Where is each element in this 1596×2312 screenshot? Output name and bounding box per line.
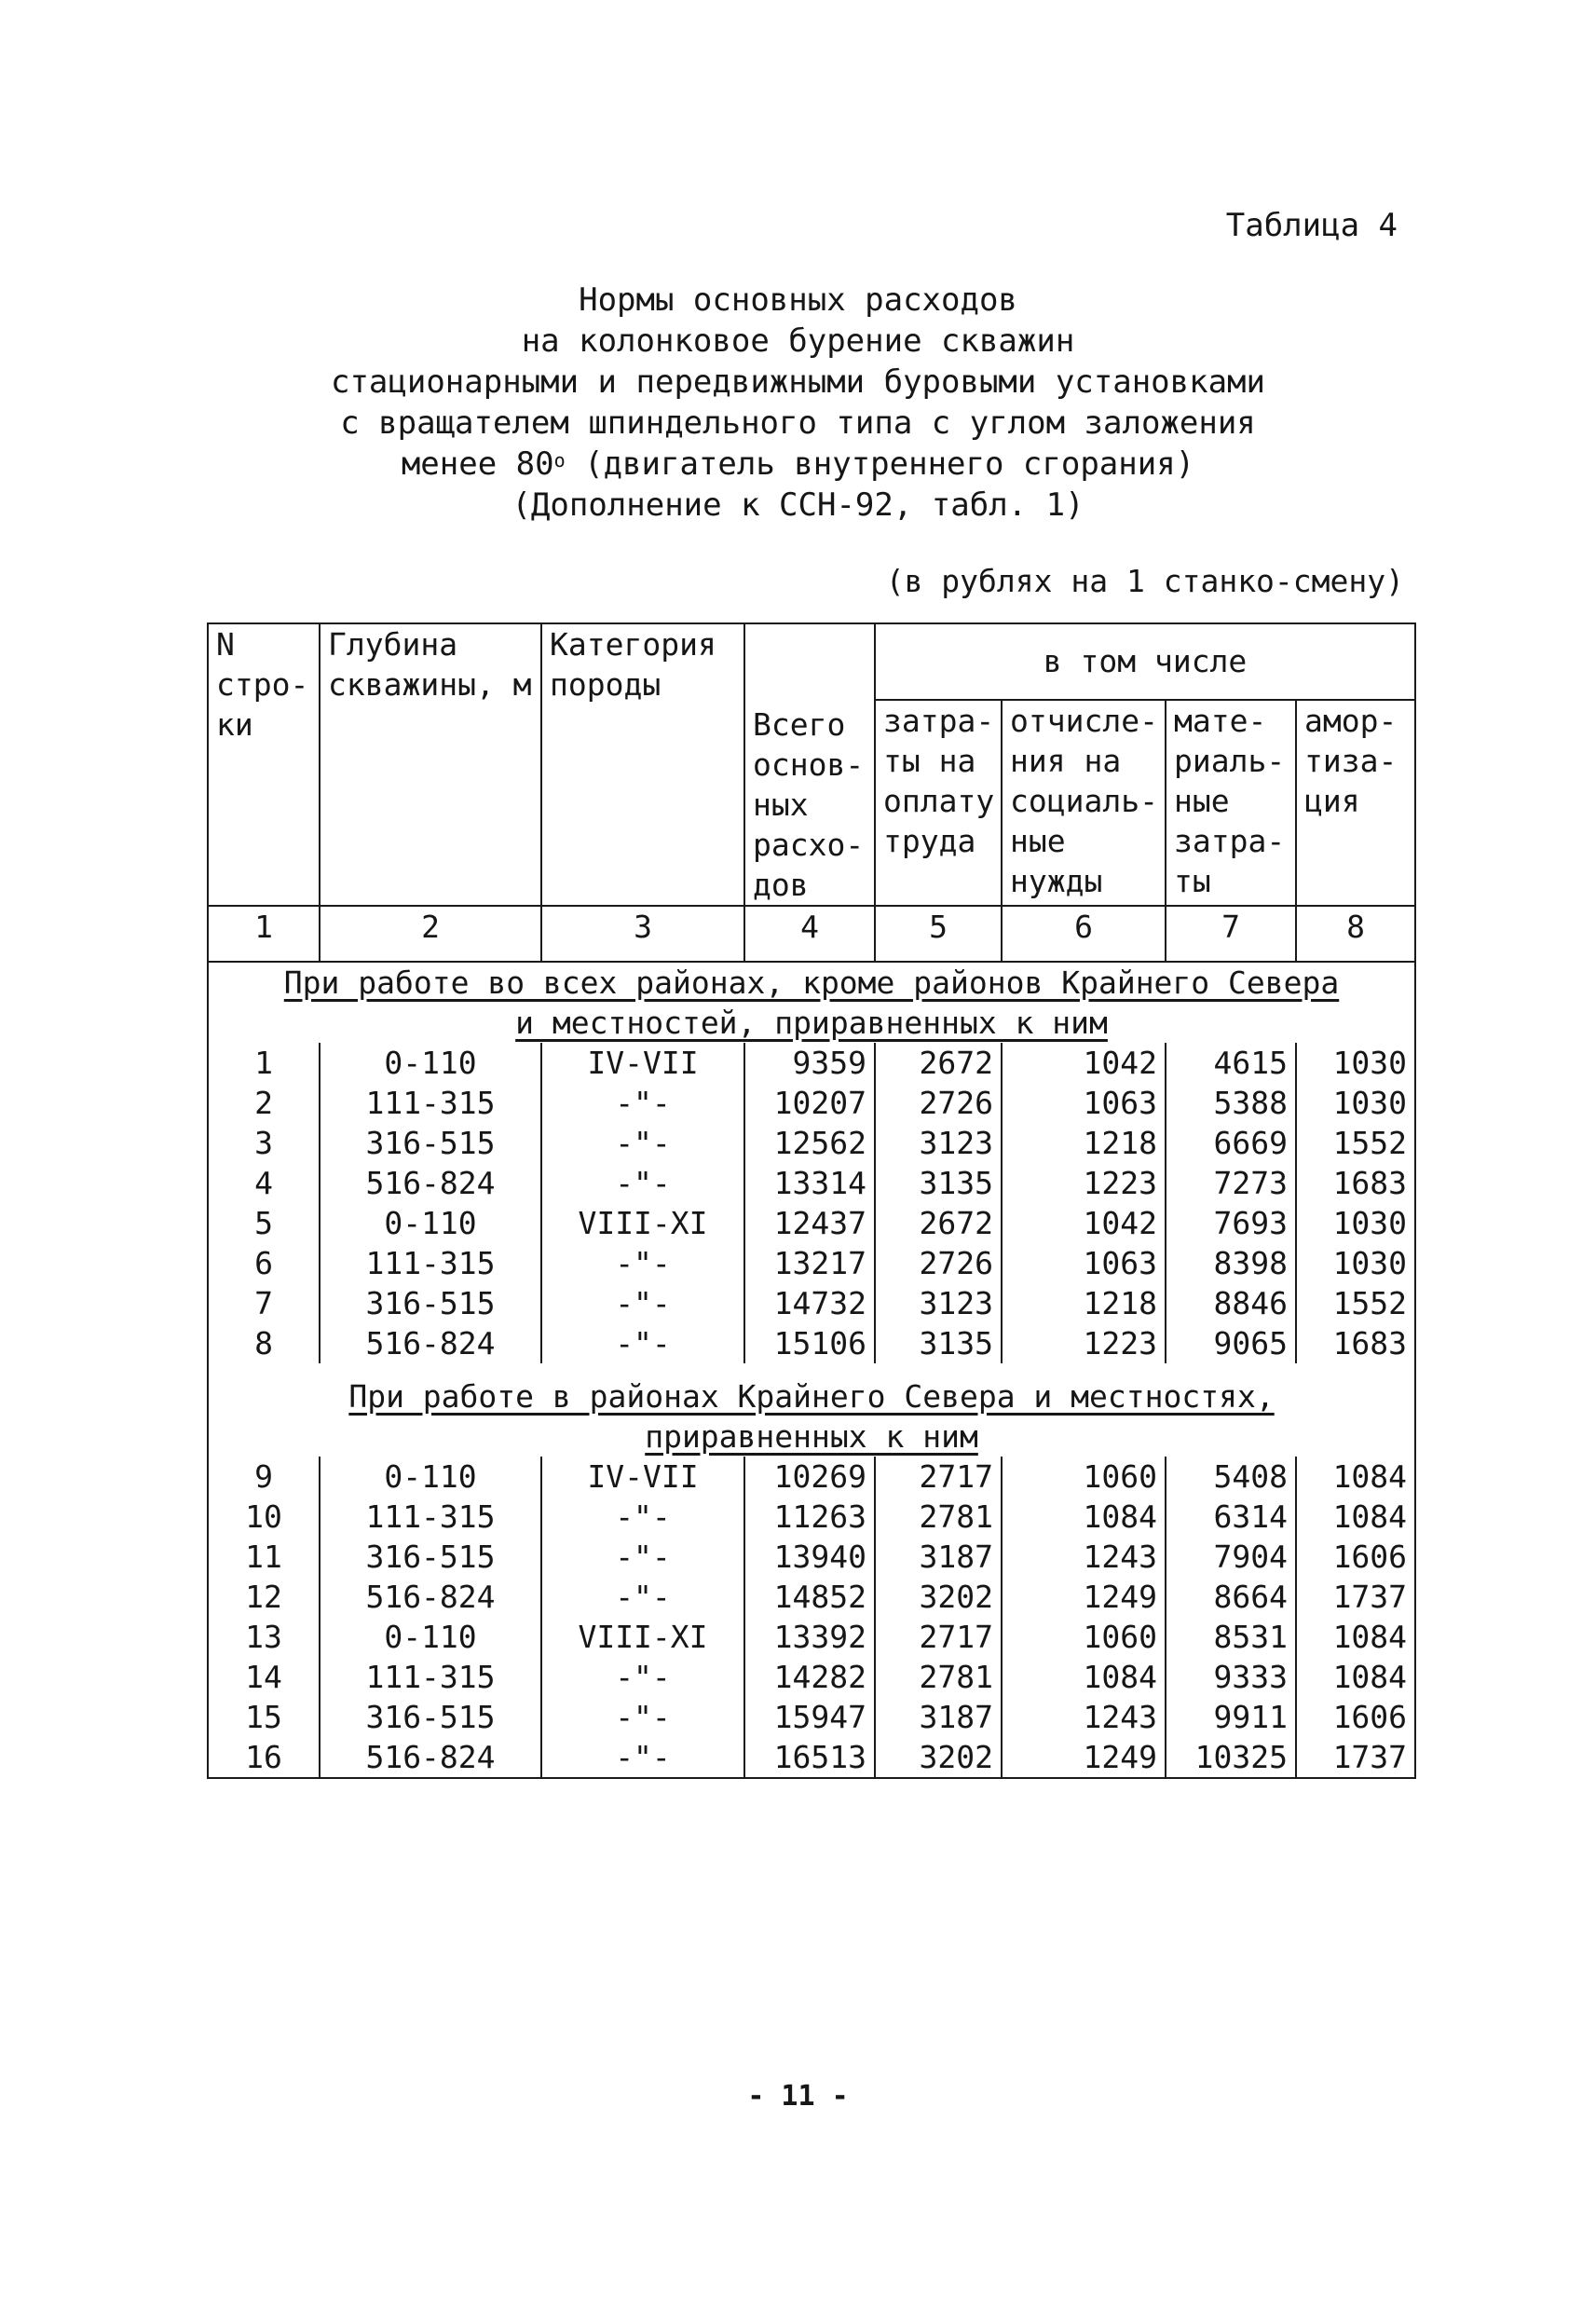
table-cell: 14732: [744, 1283, 875, 1323]
table-cell: 1606: [1296, 1537, 1415, 1577]
table-cell: 9: [208, 1457, 320, 1497]
table-cell: 1243: [1002, 1697, 1166, 1737]
table-cell: 9911: [1166, 1697, 1296, 1737]
table-cell: 1737: [1296, 1737, 1415, 1778]
table-cell: 1223: [1002, 1323, 1166, 1363]
column-number: 2: [320, 906, 541, 962]
table-cell: -"-: [541, 1083, 744, 1123]
table-cell: IV-VII: [541, 1457, 744, 1497]
table-cell: 3187: [875, 1537, 1002, 1577]
section-spacer: [208, 1363, 1415, 1376]
header-category: Категория породы: [541, 623, 744, 906]
table-row: [208, 1323, 1415, 1363]
table-cell: 6314: [1166, 1497, 1296, 1537]
table-cell: 1606: [1296, 1697, 1415, 1737]
degree-sign: о: [553, 449, 566, 472]
table-cell: 8: [208, 1323, 320, 1363]
table-cell: 1084: [1296, 1657, 1415, 1697]
table-cell: 1552: [1296, 1283, 1415, 1323]
table-cell: 15947: [744, 1697, 875, 1737]
table-cell: 0-110: [320, 1203, 541, 1243]
table-row: [208, 1657, 1415, 1697]
table-cell: 1243: [1002, 1537, 1166, 1577]
header-social: отчисле- ния на социаль- ные нужды: [1002, 700, 1166, 906]
table-cell: 13392: [744, 1617, 875, 1657]
title-text: менее 80: [401, 445, 554, 483]
table-cell: 12: [208, 1577, 320, 1617]
table-cell: 13: [208, 1617, 320, 1657]
table-cell: 1: [208, 1043, 320, 1083]
header-materials: мате- риаль- ные затра- ты: [1166, 700, 1296, 906]
table-cell: 12437: [744, 1203, 875, 1243]
column-number: 3: [541, 906, 744, 962]
table-cell: 111-315: [320, 1243, 541, 1283]
table-cell: 10269: [744, 1457, 875, 1497]
table-cell: 1683: [1296, 1163, 1415, 1203]
spacer-cell: [208, 1363, 1415, 1376]
table-cell: 14: [208, 1657, 320, 1697]
title-line: с вращателем шпиндельного типа с углом заложения: [340, 404, 1256, 442]
table-cell: 2717: [875, 1457, 1002, 1497]
table-cell: -"-: [541, 1123, 744, 1163]
table-cell: 1063: [1002, 1243, 1166, 1283]
table-cell: 3135: [875, 1323, 1002, 1363]
table-cell: 11263: [744, 1497, 875, 1537]
table-cell: 1084: [1296, 1497, 1415, 1537]
section-heading: [208, 1376, 1415, 1457]
table-cell: 0-110: [320, 1617, 541, 1657]
table-cell: -"-: [541, 1537, 744, 1577]
table-cell: 15: [208, 1697, 320, 1737]
table-cell: 16: [208, 1737, 320, 1778]
table-cell: 3: [208, 1123, 320, 1163]
table-cell: -"-: [541, 1163, 744, 1203]
header-row-no: N стро- ки: [208, 623, 320, 906]
table-cell: 2717: [875, 1617, 1002, 1657]
table-row: [208, 1697, 1415, 1737]
table-cell: 1063: [1002, 1083, 1166, 1123]
table-cell: 6669: [1166, 1123, 1296, 1163]
table-cell: 1030: [1296, 1043, 1415, 1083]
column-number: 5: [875, 906, 1002, 962]
table-row: [208, 1617, 1415, 1657]
table-cell: 2: [208, 1083, 320, 1123]
table-cell: -"-: [541, 1323, 744, 1363]
table-cell: 1030: [1296, 1243, 1415, 1283]
table-cell: 111-315: [320, 1657, 541, 1697]
table-row: [208, 1243, 1415, 1283]
table-cell: 15106: [744, 1323, 875, 1363]
table-cell: 516-824: [320, 1737, 541, 1778]
table-cell: 0-110: [320, 1043, 541, 1083]
table-cell: 8664: [1166, 1577, 1296, 1617]
table-cell: 10207: [744, 1083, 875, 1123]
table-cell: 9333: [1166, 1657, 1296, 1697]
header-amort: амор- тиза- ция: [1296, 700, 1415, 906]
table-cell: 7693: [1166, 1203, 1296, 1243]
table-row: [208, 1497, 1415, 1537]
table-row: [208, 1163, 1415, 1203]
norms-table: [207, 622, 1416, 1779]
title-line: Нормы основных расходов: [579, 281, 1017, 319]
table-cell: 316-515: [320, 1283, 541, 1323]
table-cell: 1030: [1296, 1203, 1415, 1243]
table-cell: 2672: [875, 1203, 1002, 1243]
table-cell: 8531: [1166, 1617, 1296, 1657]
table-cell: 316-515: [320, 1697, 541, 1737]
table-row: [208, 1737, 1415, 1778]
table-cell: 3187: [875, 1697, 1002, 1737]
section-heading-row: [208, 962, 1415, 1043]
header-total: Всего основ- ных расхо- дов: [744, 623, 875, 906]
table-cell: 1030: [1296, 1083, 1415, 1123]
table-cell: VIII-XI: [541, 1617, 744, 1657]
table-row: [208, 1283, 1415, 1323]
table-cell: 14852: [744, 1577, 875, 1617]
column-number: 8: [1296, 906, 1415, 962]
document-title: [0, 280, 1596, 526]
table-cell: -"-: [541, 1283, 744, 1323]
table-cell: 5408: [1166, 1457, 1296, 1497]
table-cell: 1084: [1296, 1457, 1415, 1497]
page-number: - 11 -: [747, 2080, 849, 2113]
table-cell: 16513: [744, 1737, 875, 1778]
table-cell: 8398: [1166, 1243, 1296, 1283]
table-cell: 3202: [875, 1577, 1002, 1617]
table-cell: VIII-XI: [541, 1203, 744, 1243]
table-cell: -"-: [541, 1657, 744, 1697]
table-cell: 4615: [1166, 1043, 1296, 1083]
table-cell: 5388: [1166, 1083, 1296, 1123]
table-cell: 1042: [1002, 1203, 1166, 1243]
table-row: [208, 1457, 1415, 1497]
table-label: Таблица 4: [1225, 207, 1398, 244]
table-cell: 7: [208, 1283, 320, 1323]
table-cell: 1249: [1002, 1577, 1166, 1617]
table-cell: 2781: [875, 1497, 1002, 1537]
table-cell: 9065: [1166, 1323, 1296, 1363]
table-cell: 6: [208, 1243, 320, 1283]
header-labor: затра- ты на оплату труда: [875, 700, 1002, 906]
column-number: 1: [208, 906, 320, 962]
table-cell: 0-110: [320, 1457, 541, 1497]
table-cell: 7273: [1166, 1163, 1296, 1203]
table-cell: 1249: [1002, 1737, 1166, 1778]
section-title-line: приравненных к ним: [645, 1418, 978, 1455]
table-cell: 1218: [1002, 1283, 1166, 1323]
table-row: [208, 1043, 1415, 1083]
table-cell: 3202: [875, 1737, 1002, 1778]
table-cell: IV-VII: [541, 1043, 744, 1083]
table-cell: 3135: [875, 1163, 1002, 1203]
table-cell: 1552: [1296, 1123, 1415, 1163]
title-line: стационарными и передвижными буровыми установками: [330, 363, 1266, 401]
table-cell: 111-315: [320, 1497, 541, 1537]
table-cell: 8846: [1166, 1283, 1296, 1323]
column-number: 4: [744, 906, 875, 962]
table-cell: -"-: [541, 1577, 744, 1617]
title-line: (Дополнение к ССН-92, табл. 1): [512, 486, 1084, 524]
section-heading-row: [208, 1376, 1415, 1457]
table-cell: 1218: [1002, 1123, 1166, 1163]
table-cell: 1084: [1002, 1657, 1166, 1697]
table-cell: 516-824: [320, 1323, 541, 1363]
table-row: [208, 1083, 1415, 1123]
table-cell: 3123: [875, 1283, 1002, 1323]
title-line: [0, 444, 1596, 485]
table-row: [208, 1577, 1415, 1617]
table-cell: 2672: [875, 1043, 1002, 1083]
table-cell: -"-: [541, 1243, 744, 1283]
table-cell: 516-824: [320, 1577, 541, 1617]
table-cell: 1084: [1296, 1617, 1415, 1657]
section-heading: [208, 962, 1415, 1043]
table-cell: 111-315: [320, 1083, 541, 1123]
table-cell: 14282: [744, 1657, 875, 1697]
table-cell: 4: [208, 1163, 320, 1203]
header-including: в том числе: [875, 623, 1415, 700]
table-cell: 1084: [1002, 1497, 1166, 1537]
table-cell: 11: [208, 1537, 320, 1577]
table-row: [208, 1203, 1415, 1243]
table-cell: 1042: [1002, 1043, 1166, 1083]
table-cell: 1060: [1002, 1617, 1166, 1657]
title-line: на колонковое бурение скважин: [521, 322, 1075, 360]
table-cell: 1683: [1296, 1323, 1415, 1363]
section-title-line: При работе во всех районах, кроме районов Крайнего Севера: [283, 964, 1340, 1001]
header-depth: Глубина скважины, м: [320, 623, 541, 906]
section-title-line: и местностей, приравненных к ним: [515, 1005, 1108, 1041]
table-cell: 5: [208, 1203, 320, 1243]
table-cell: 3123: [875, 1123, 1002, 1163]
table-cell: 12562: [744, 1123, 875, 1163]
table-cell: 2781: [875, 1657, 1002, 1697]
table-row: [208, 1537, 1415, 1577]
table-cell: -"-: [541, 1737, 744, 1778]
table-cell: 13314: [744, 1163, 875, 1203]
table-cell: 1060: [1002, 1457, 1166, 1497]
table-cell: 316-515: [320, 1123, 541, 1163]
table-cell: 13940: [744, 1537, 875, 1577]
column-number: 6: [1002, 906, 1166, 962]
table-cell: 10325: [1166, 1737, 1296, 1778]
table-cell: 1737: [1296, 1577, 1415, 1617]
table-cell: -"-: [541, 1697, 744, 1737]
table-cell: 13217: [744, 1243, 875, 1283]
table-cell: 9359: [744, 1043, 875, 1083]
units-note: (в рублях на 1 станко-смену): [885, 563, 1404, 599]
table-cell: 516-824: [320, 1163, 541, 1203]
table-cell: 10: [208, 1497, 320, 1537]
table-cell: 2726: [875, 1243, 1002, 1283]
table-cell: 2726: [875, 1083, 1002, 1123]
table-cell: 1223: [1002, 1163, 1166, 1203]
table-cell: 316-515: [320, 1537, 541, 1577]
table-row: [208, 1123, 1415, 1163]
title-text: (двигатель внутреннего сгорания): [565, 445, 1195, 483]
column-number: 7: [1166, 906, 1296, 962]
table-cell: 7904: [1166, 1537, 1296, 1577]
table-cell: -"-: [541, 1497, 744, 1537]
column-numbers-row: [208, 906, 1415, 962]
section-title-line: При работе в районах Крайнего Севера и местностях,: [348, 1378, 1275, 1415]
